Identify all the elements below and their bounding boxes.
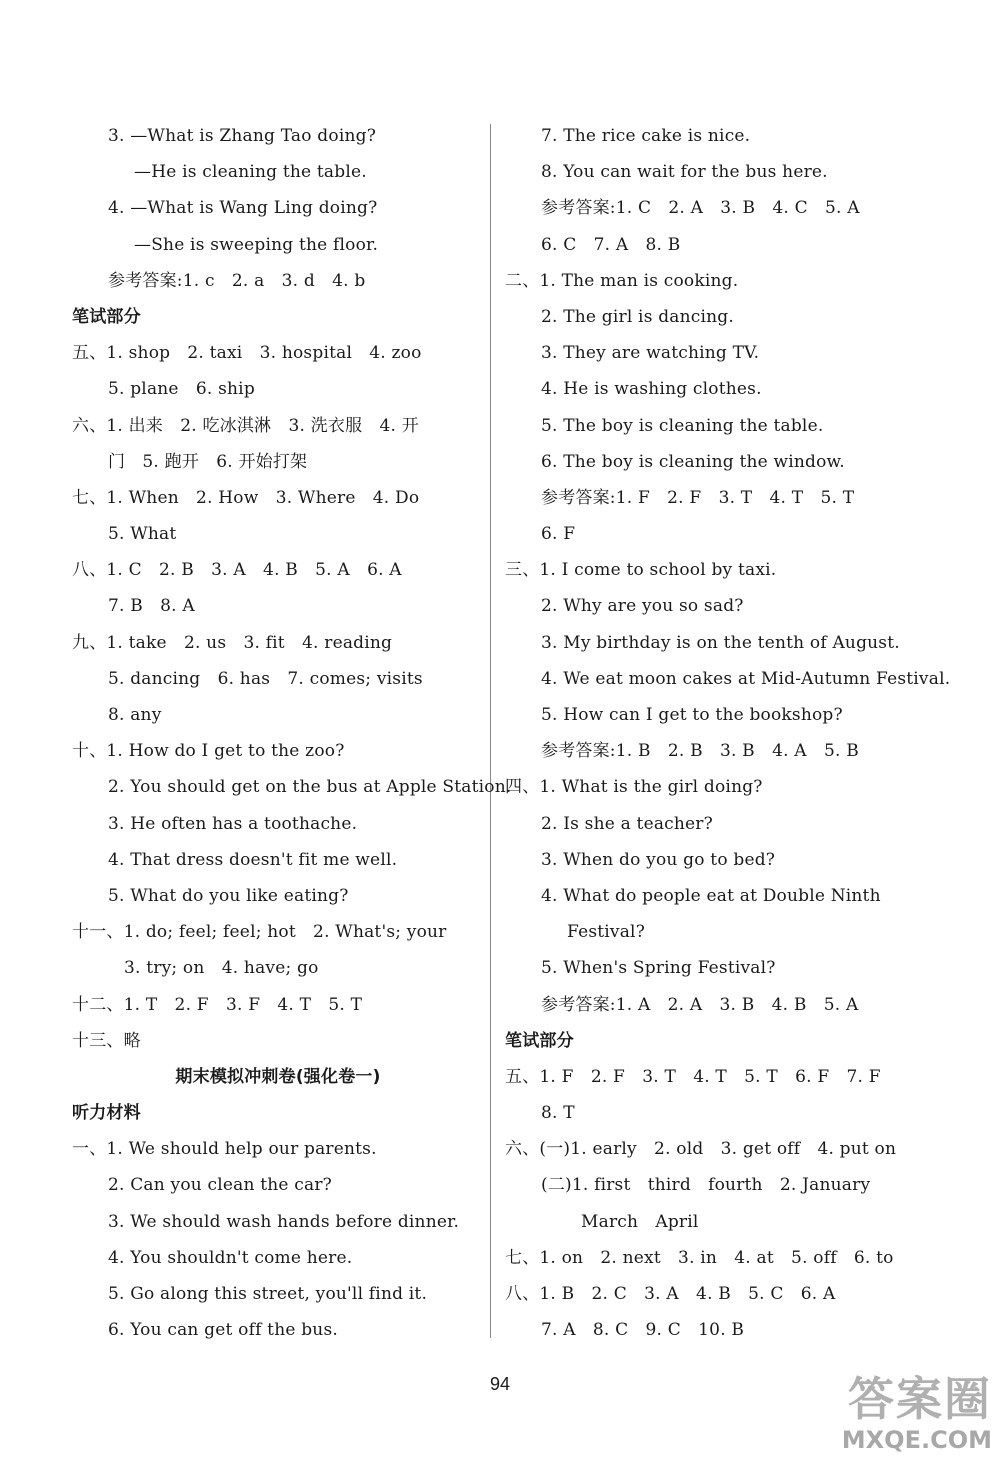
text-line: 4. —What is Wang Ling doing? <box>108 198 378 219</box>
page-number: 94 <box>489 1374 511 1394</box>
text-line: 7. B 8. A <box>108 596 195 617</box>
text-line: 3. When do you go to bed? <box>541 849 776 870</box>
text-line: 3. —What is Zhang Tao doing? <box>108 126 377 146</box>
text-line: 十三、略 <box>72 1030 141 1051</box>
text-line: 八、1. C 2. B 3. A 4. B 5. A 6. A <box>72 560 402 581</box>
answer-key-line: 参考答案:1. F 2. F 3. T 4. T 5. T <box>541 487 855 508</box>
text-line: 五、1. F 2. F 3. T 4. T 5. T 6. F 7. F <box>505 1066 881 1087</box>
answer-key-line: 6. F <box>541 524 576 545</box>
text-line: 7. The rice cake is nice. <box>541 126 751 146</box>
text-line: 8. T <box>541 1103 575 1124</box>
text-line: 2. The girl is dancing. <box>541 306 734 327</box>
section-heading: 笔试部分 <box>72 306 141 327</box>
text-line: 十一、1. do; feel; feel; hot 2. What's; your <box>72 922 447 943</box>
watermark-url: MXQE.COM <box>841 1426 992 1454</box>
text-line: 3. He often has a toothache. <box>108 813 358 834</box>
exam-title: 期末模拟冲刺卷(强化卷一) <box>175 1066 381 1087</box>
text-line: 3. We should wash hands before dinner. <box>108 1211 460 1232</box>
text-line: 5. What do you like eating? <box>108 885 349 906</box>
text-line: 五、1. shop 2. taxi 3. hospital 4. zoo <box>72 343 422 364</box>
text-line: 3. They are watching TV. <box>541 343 760 364</box>
text-line: 六、(一)1. early 2. old 3. get off 4. put on <box>505 1139 897 1160</box>
text-line: March April <box>581 1211 699 1232</box>
text-line: 5. When's Spring Festival? <box>541 958 776 979</box>
text-line: 5. Go along this street, you'll find it. <box>108 1284 428 1304</box>
text-line: 2. Why are you so sad? <box>541 596 744 617</box>
text-line: 5. How can I get to the bookshop? <box>541 705 843 725</box>
text-line: 5. The boy is cleaning the table. <box>541 415 824 436</box>
text-line: 一、1. We should help our parents. <box>72 1139 377 1160</box>
answer-key-line: 6. C 7. A 8. B <box>541 234 681 255</box>
text-line: 5. plane 6. ship <box>108 379 255 400</box>
section-heading: 笔试部分 <box>505 1030 574 1051</box>
text-line: 4. You shouldn't come here. <box>108 1247 353 1268</box>
right-column <box>505 118 951 1348</box>
answer-key-line: 参考答案:1. A 2. A 3. B 4. B 5. A <box>541 994 859 1015</box>
text-line: 六、1. 出来 2. 吃冰淇淋 3. 洗衣服 4. 开 <box>72 415 419 436</box>
text-line: 十二、1. T 2. F 3. F 4. T 5. T <box>72 994 363 1015</box>
text-line: 2. Can you clean the car? <box>108 1175 332 1196</box>
text-line: 四、1. What is the girl doing? <box>505 777 763 798</box>
answer-key-line: 参考答案:1. B 2. B 3. B 4. A 5. B <box>541 741 859 762</box>
text-line: 3. try; on 4. have; go <box>124 958 319 979</box>
text-line: 九、1. take 2. us 3. fit 4. reading <box>72 632 393 653</box>
text-line: 8. You can wait for the bus here. <box>541 162 828 183</box>
text-line: 七、1. on 2. next 3. in 4. at 5. off 6. to <box>505 1247 894 1268</box>
text-line: 6. The boy is cleaning the window. <box>541 451 845 472</box>
text-line: 5. What <box>108 524 177 545</box>
text-line: 6. You can get off the bus. <box>108 1320 338 1341</box>
text-line: 七、1. When 2. How 3. Where 4. Do <box>72 487 420 508</box>
text-line: 5. dancing 6. has 7. comes; visits <box>108 668 423 689</box>
section-heading: 听力材料 <box>72 1103 141 1124</box>
watermark-logo-text: 答案圈 <box>848 1372 992 1426</box>
answer-key-line: 参考答案:1. C 2. A 3. B 4. C 5. A <box>541 198 860 219</box>
text-line: 3. My birthday is on the tenth of August. <box>541 632 900 653</box>
text-line: 2. You should get on the bus at Apple Station. <box>108 777 512 798</box>
text-line: 八、1. B 2. C 3. A 4. B 5. C 6. A <box>505 1284 836 1304</box>
text-line: —She is sweeping the floor. <box>134 234 379 255</box>
text-line: 7. A 8. C 9. C 10. B <box>541 1320 745 1341</box>
text-line: 4. That dress doesn't fit me well. <box>108 849 398 870</box>
text-line: 4. He is washing clothes. <box>541 379 762 400</box>
text-line: 8. any <box>108 705 162 725</box>
text-line: 十、1. How do I get to the zoo? <box>72 741 345 762</box>
text-line: (二)1. first third fourth 2. January <box>541 1175 871 1196</box>
text-line: Festival? <box>567 922 646 943</box>
text-line: 门 5. 跑开 6. 开始打架 <box>108 451 308 472</box>
text-line: 三、1. I come to school by taxi. <box>505 560 777 581</box>
text-line: —He is cleaning the table. <box>134 162 367 183</box>
column-divider <box>490 124 491 1338</box>
watermark-logo <box>792 1371 992 1461</box>
text-line: 2. Is she a teacher? <box>541 813 713 834</box>
answer-key-line: 参考答案:1. c 2. a 3. d 4. b <box>108 270 366 291</box>
text-line: 4. We eat moon cakes at Mid-Autumn Festival. <box>541 668 951 689</box>
text-line: 二、1. The man is cooking. <box>505 270 739 291</box>
text-line: 4. What do people eat at Double Ninth <box>541 885 881 906</box>
left-column <box>72 118 512 1348</box>
